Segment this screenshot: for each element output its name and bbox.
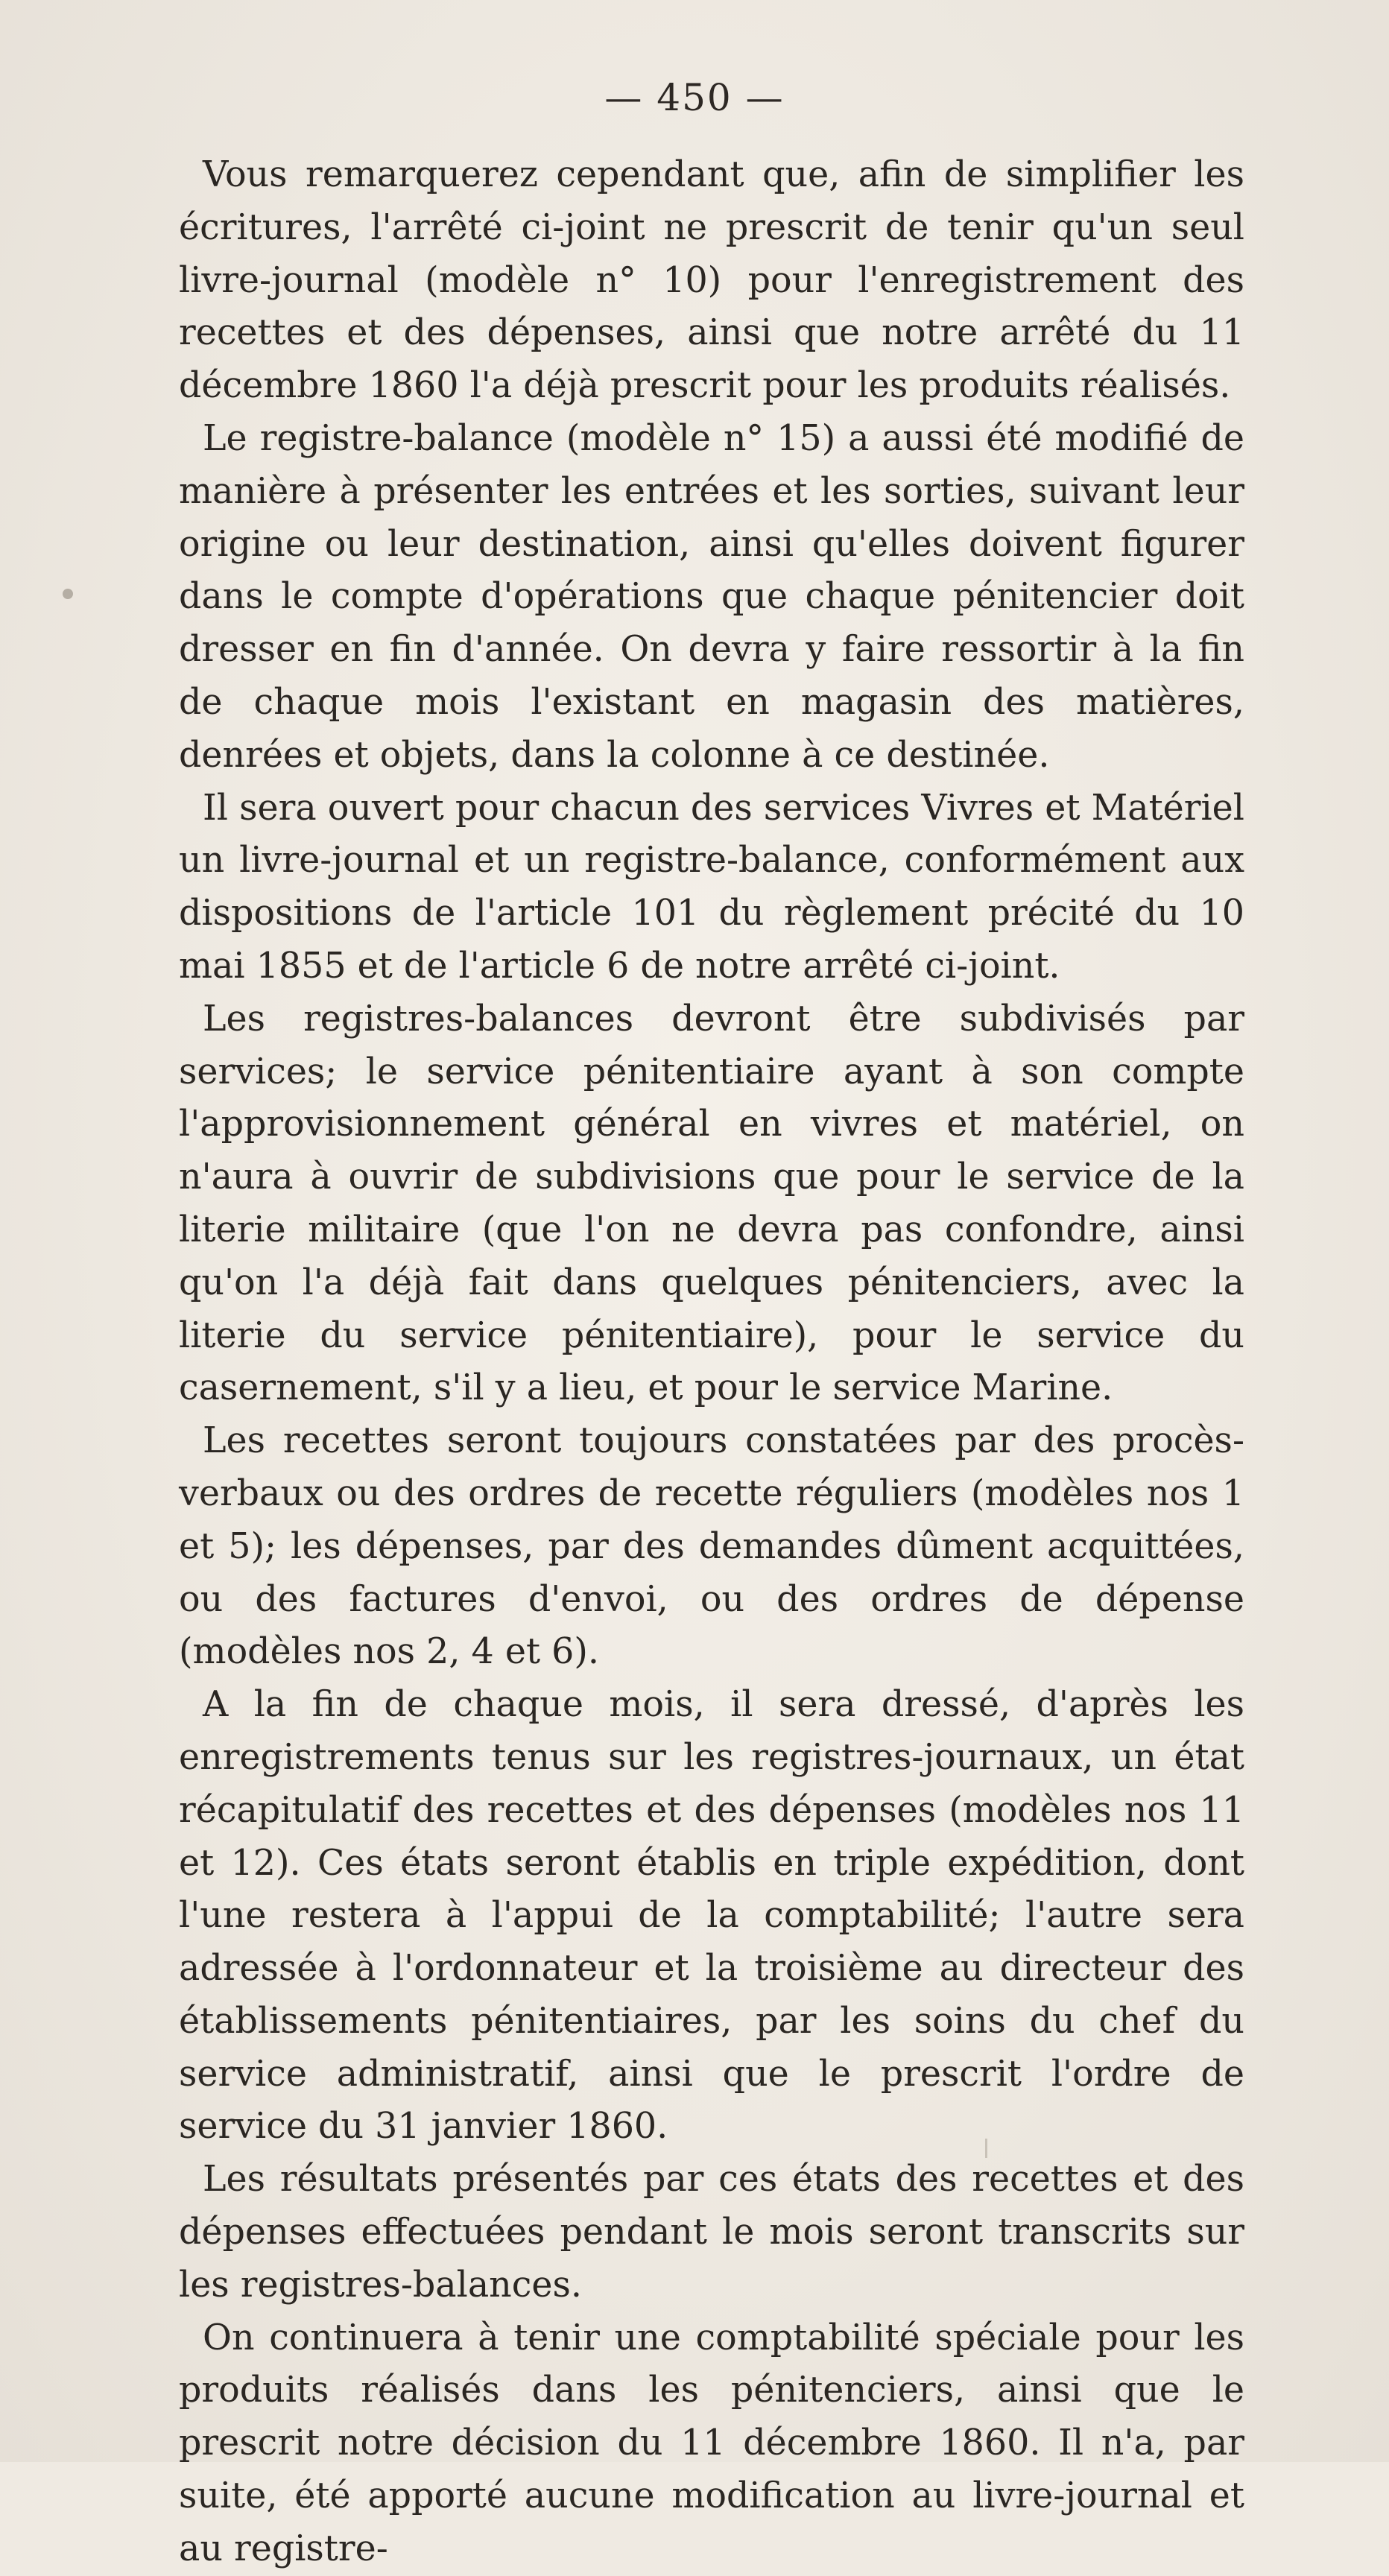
paragraph-registre-balance: Le registre-balance (modèle n° 15) a aussi été modifié de manière à présenter les entrées et les sorties, suivant leur origine ou leur destination, ainsi qu'elles doivent figurer dans le compte d'opérations que chaque pénitencier doit dresser en fin d'année. On devra y faire ressortir à la fin de chaque mois l'existant en magasin des matières, denrées et objets, dans la colonne à ce destinée. (179, 417, 1244, 776)
body-text (179, 149, 1244, 2576)
paragraph-ecritures: Vous remarquerez cependant que, afin de simplifier les écritures, l'arrêté ci-joint ne prescrit de tenir qu'un seul livre-journal (modèle n° 10) pour l'enregistrement des recettes et des dépenses, ainsi que notre arrêté du 11 décembre 1860 l'a déjà prescrit pour les produits réalisés. (179, 154, 1244, 407)
paragraph-vivres-materiel: Il sera ouvert pour chacun des services Vivres et Matériel un livre-journal et un registre-balance, conformément aux dispositions de l'article 101 du règlement précité du 10 mai 1855 et de l'article 6 de notre arrêté ci-joint. (179, 787, 1244, 987)
page-number: — 450 — (604, 76, 785, 119)
paragraph-comptabilite-speciale: On continuera à tenir une comptabilité spéciale pour les produits réalisés dans les pénitenciers, ainsi que le prescrit notre décision du 11 décembre 1860. Il n'a, par suite, été apporté aucune modification au livre-journal et au registre- (179, 2317, 1244, 2569)
margin-mark (63, 589, 73, 599)
paragraph-recettes-depenses: Les recettes seront toujours constatées par des procès-verbaux ou des ordres de recette réguliers (modèles nos 1 et 5); les dépenses, par des demandes dûment acquittées, ou des factures d'envoi, ou des ordres de dépense (modèles nos 2, 4 et 6). (179, 1420, 1244, 1673)
paragraph-subdivisions: Les registres-balances devront être subdivisés par services; le service pénitentiaire ayant à son compte l'approvisionnement général en vivres et matériel, on n'aura à ouvrir de subdivisions que pour le service de la literie militaire (que l'on ne devra pas confondre, ainsi qu'on l'a déjà fait dans quelques pénitenciers, avec la literie du service pénitentiaire), pour le service du casernement, s'il y a lieu, et pour le service Marine. (179, 998, 1244, 1409)
paragraph-etat-recapitulatif: A la fin de chaque mois, il sera dressé, d'après les enregistrements tenus sur les registres-journaux, un état récapitulatif des recettes et des dépenses (modèles nos 11 et 12). Ces états seront établis en triple expédition, dont l'une restera à l'appui de la comptabilité; l'autre sera adressée à l'ordonnateur et la troisième au directeur des établissements pénitentiaires, par les soins du chef du service administratif, ainsi que le prescrit l'ordre de service du 31 janvier 1860. (179, 1684, 1244, 2148)
paragraph-resultats: Les résultats présentés par ces états des recettes et des dépenses effectuées pendant le mois seront transcrits sur les registres-balances. (179, 2159, 1244, 2306)
